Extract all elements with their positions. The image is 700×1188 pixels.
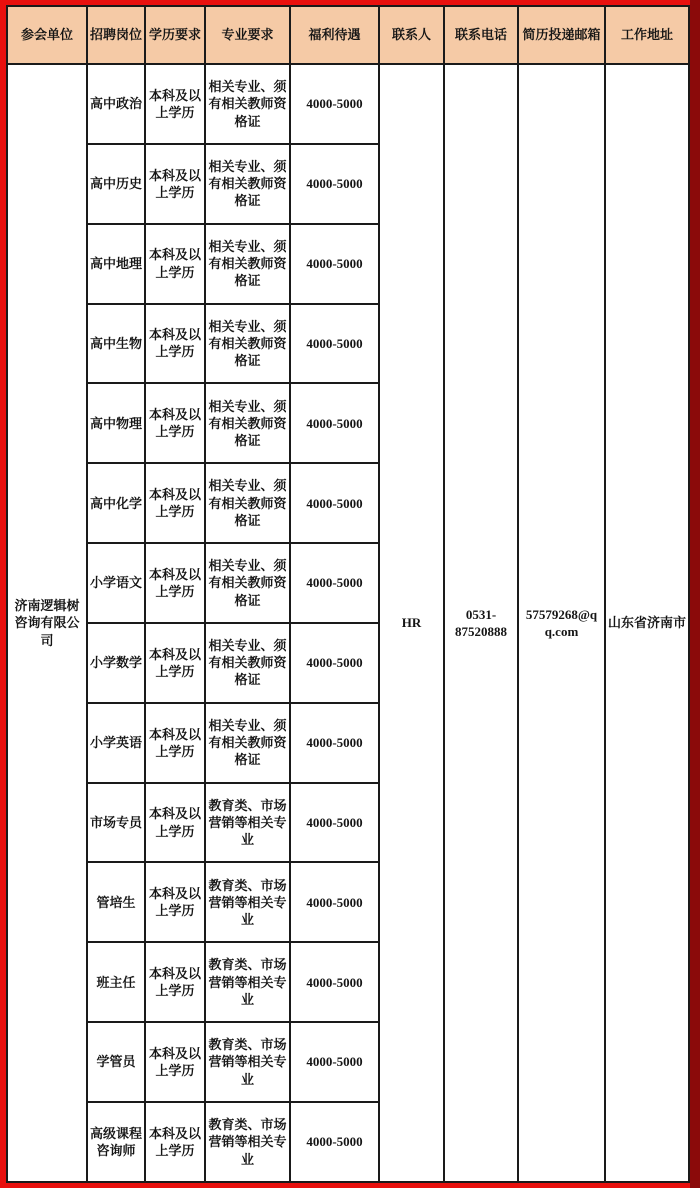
header-resume-email: 简历投递邮箱 <box>518 6 605 64</box>
header-row <box>7 6 689 64</box>
position-cell: 市场专员 <box>87 783 145 863</box>
education-cell: 本科及以上学历 <box>145 942 205 1022</box>
education-cell: 本科及以上学历 <box>145 862 205 942</box>
position-cell: 高中历史 <box>87 144 145 224</box>
education-cell: 本科及以上学历 <box>145 304 205 384</box>
major-cell: 相关专业、须有相关教师资格证 <box>205 144 290 224</box>
major-cell: 教育类、市场营销等相关专业 <box>205 1102 290 1182</box>
salary-cell: 4000-5000 <box>290 383 379 463</box>
salary-cell: 4000-5000 <box>290 942 379 1022</box>
education-cell: 本科及以上学历 <box>145 623 205 703</box>
resume-email-cell: 57579268@qq.com <box>518 64 605 1182</box>
major-cell: 相关专业、须有相关教师资格证 <box>205 383 290 463</box>
salary-cell: 4000-5000 <box>290 623 379 703</box>
major-cell: 相关专业、须有相关教师资格证 <box>205 304 290 384</box>
header-company: 参会单位 <box>7 6 87 64</box>
salary-cell: 4000-5000 <box>290 1102 379 1182</box>
education-cell: 本科及以上学历 <box>145 543 205 623</box>
job-table <box>6 5 690 1183</box>
job-rows <box>7 64 689 1182</box>
position-cell: 高中化学 <box>87 463 145 543</box>
salary-cell: 4000-5000 <box>290 862 379 942</box>
education-cell: 本科及以上学历 <box>145 783 205 863</box>
position-cell: 高级课程咨询师 <box>87 1102 145 1182</box>
header-education: 学历要求 <box>145 6 205 64</box>
salary-cell: 4000-5000 <box>290 64 379 144</box>
contact-person-cell: HR <box>379 64 444 1182</box>
work-address-cell: 山东省济南市 <box>605 64 689 1182</box>
education-cell: 本科及以上学历 <box>145 383 205 463</box>
major-cell: 相关专业、须有相关教师资格证 <box>205 703 290 783</box>
education-cell: 本科及以上学历 <box>145 224 205 304</box>
header-contact-phone: 联系电话 <box>444 6 518 64</box>
education-cell: 本科及以上学历 <box>145 703 205 783</box>
header-contact-person: 联系人 <box>379 6 444 64</box>
header-major: 专业要求 <box>205 6 290 64</box>
salary-cell: 4000-5000 <box>290 543 379 623</box>
job-row <box>7 64 689 144</box>
major-cell: 相关专业、须有相关教师资格证 <box>205 623 290 703</box>
position-cell: 班主任 <box>87 942 145 1022</box>
salary-cell: 4000-5000 <box>290 304 379 384</box>
major-cell: 教育类、市场营销等相关专业 <box>205 862 290 942</box>
major-cell: 相关专业、须有相关教师资格证 <box>205 543 290 623</box>
salary-cell: 4000-5000 <box>290 703 379 783</box>
salary-cell: 4000-5000 <box>290 224 379 304</box>
position-cell: 学管员 <box>87 1022 145 1102</box>
position-cell: 小学语文 <box>87 543 145 623</box>
header-salary: 福利待遇 <box>290 6 379 64</box>
table-sheet <box>6 5 690 1183</box>
major-cell: 教育类、市场营销等相关专业 <box>205 783 290 863</box>
education-cell: 本科及以上学历 <box>145 1022 205 1102</box>
salary-cell: 4000-5000 <box>290 783 379 863</box>
education-cell: 本科及以上学历 <box>145 463 205 543</box>
position-cell: 高中地理 <box>87 224 145 304</box>
major-cell: 教育类、市场营销等相关专业 <box>205 942 290 1022</box>
position-cell: 小学数学 <box>87 623 145 703</box>
major-cell: 教育类、市场营销等相关专业 <box>205 1022 290 1102</box>
salary-cell: 4000-5000 <box>290 144 379 224</box>
major-cell: 相关专业、须有相关教师资格证 <box>205 463 290 543</box>
position-cell: 高中生物 <box>87 304 145 384</box>
header-work-address: 工作地址 <box>605 6 689 64</box>
position-cell: 管培生 <box>87 862 145 942</box>
salary-cell: 4000-5000 <box>290 1022 379 1102</box>
education-cell: 本科及以上学历 <box>145 144 205 224</box>
header-position: 招聘岗位 <box>87 6 145 64</box>
major-cell: 相关专业、须有相关教师资格证 <box>205 64 290 144</box>
salary-cell: 4000-5000 <box>290 463 379 543</box>
major-cell: 相关专业、须有相关教师资格证 <box>205 224 290 304</box>
education-cell: 本科及以上学历 <box>145 64 205 144</box>
contact-phone-cell: 0531-87520888 <box>444 64 518 1182</box>
position-cell: 高中物理 <box>87 383 145 463</box>
position-cell: 高中政治 <box>87 64 145 144</box>
education-cell: 本科及以上学历 <box>145 1102 205 1182</box>
company-cell: 济南逻辑树咨询有限公司 <box>7 64 87 1182</box>
position-cell: 小学英语 <box>87 703 145 783</box>
